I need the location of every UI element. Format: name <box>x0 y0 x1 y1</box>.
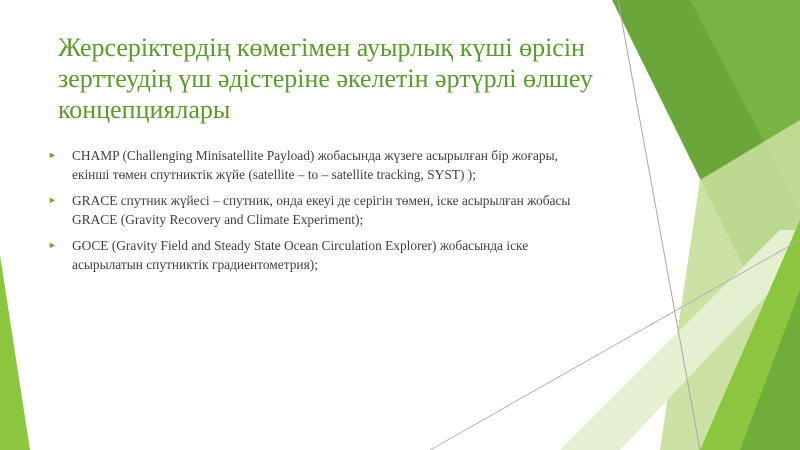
bullet-text: GOCE (Gravity Field and Steady State Ocean Circulation Explorer) жобасында іске асырылатын спутниктік градиентометрия); <box>72 238 529 272</box>
bullet-list <box>48 146 588 281</box>
left-green-sliver <box>0 255 30 450</box>
list-item <box>48 191 588 229</box>
slide-title: Жерсеріктердің көмегімен ауырлық күші өрісін зерттеудің үш әдістеріне әкелетін әртүрлі өлшеу концепциялары <box>58 33 593 124</box>
bullet-text: CHAMP (Challenging Minisatellite Payload) жобасында жүзеге асырылған бір жоғары, екінші төмен спутниктік жүйе (satellite – to – satellite tracking, SYST) ); <box>72 148 558 182</box>
bullet-text: GRACE спутник жүйесі – спутник, онда екеуі де серігін төмен, іске асырылған жобасы GRACE (Gravity Recovery and Climate Experiment); <box>72 193 571 227</box>
list-item <box>48 236 588 274</box>
list-item <box>48 146 588 184</box>
right-pointer-icon: ► <box>48 240 57 250</box>
right-pointer-icon: ► <box>48 195 57 205</box>
right-pointer-icon: ► <box>48 150 57 160</box>
